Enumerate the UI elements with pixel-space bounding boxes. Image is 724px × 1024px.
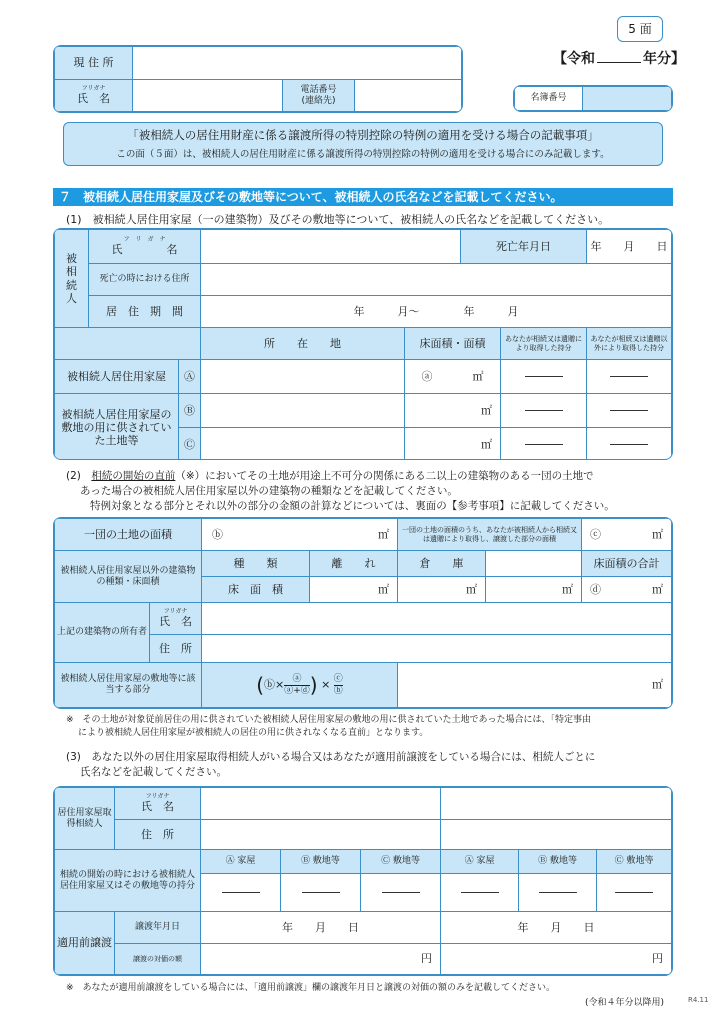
land-b-area-field[interactable]: ㎡ (405, 394, 501, 428)
souko-area-field[interactable]: ㎡ (398, 577, 486, 603)
section-7-title: ７ 被相続人居住用家屋及びその敷地等について、被相続人の氏名などを記載してください。 (53, 188, 673, 206)
share-other-header: あなたが相続又は遺贈以外により取得した持分 (587, 328, 672, 360)
land-c-share-1[interactable] (501, 428, 587, 461)
heir-name-label: フリガナ 氏 名 (115, 788, 201, 820)
acquired-area-field[interactable]: ⓒ ㎡ (582, 519, 672, 551)
house-location-field[interactable] (201, 360, 405, 394)
heir-1-share-C[interactable] (361, 874, 441, 912)
land-b-share-2[interactable] (587, 394, 672, 428)
heir-1-price-field[interactable]: 円 (201, 944, 441, 975)
circle-A: Ⓐ (179, 360, 201, 394)
kind-label: 種 類 (202, 551, 310, 577)
reiwa-year: 【令和 年分】 (553, 51, 685, 67)
note-3: ※ あなたが適用前譲渡をしている場合には、「適用前譲渡」欄の譲渡年月日と譲渡の対価の額のみを記載してください。 (66, 983, 556, 993)
heir-label: 居住用家屋取得相続人 (55, 788, 115, 850)
address-field[interactable] (133, 47, 462, 80)
heir-2-price-field[interactable]: 円 (441, 944, 672, 975)
formula: (ⓑ× ⓐ ⓐ+ⓓ) × ⓒ ⓑ (202, 663, 398, 708)
residence-period-label: 居 住 期 間 (89, 296, 201, 328)
address-at-death-label: 死亡の時における住所 (89, 264, 201, 296)
heir-1-date-field[interactable]: 年 月 日 (201, 912, 441, 944)
heir-1-B-header: Ⓑ 敷地等 (281, 850, 361, 874)
note-1: ※ その土地が対象従前居住の用に供されていた被相続人居住用家屋の敷地の用に供されていた土地であった場合には、「特定事由 により被相続人居住用家屋が被相続人の居住の用に供されなくなる直前」となります。 (66, 715, 591, 739)
decedent-side-label: 被 相 続 人 (55, 230, 89, 328)
heir-1-share-B[interactable] (281, 874, 361, 912)
transfer-price-label: 譲渡の対価の額 (115, 944, 201, 975)
footer-year: (令和４年分以降用) (585, 998, 665, 1008)
souko-label: 倉 庫 (398, 551, 486, 577)
owner-address-field[interactable] (202, 635, 672, 663)
owner-label: 上記の建築物の所有者 (55, 603, 150, 663)
meibo-label: 名簿番号 (515, 87, 583, 111)
taxpayer-info-box (53, 45, 463, 113)
heir-address-label: 住 所 (115, 820, 201, 850)
notice-box (63, 122, 663, 166)
heir-1-A-header: Ⓐ 家屋 (201, 850, 281, 874)
land-b-share-1[interactable] (501, 394, 587, 428)
heir-2-name-field[interactable] (441, 788, 672, 820)
phone-field[interactable] (355, 80, 462, 112)
other-buildings-table (53, 517, 673, 709)
heir-1-share-A[interactable] (201, 874, 281, 912)
decedent-name-label: フ リ ガ ナ 氏 名 (89, 230, 201, 264)
meibo-field[interactable] (583, 87, 672, 111)
land-area-field[interactable]: ⓑ ㎡ (202, 519, 398, 551)
owner-name-label: フリガナ 氏 名 (150, 603, 202, 635)
house-share-1[interactable] (501, 360, 587, 394)
address-label: 現 住 所 (55, 47, 133, 80)
kind-extra-field[interactable] (486, 551, 582, 577)
applicable-part-field[interactable]: ㎡ (398, 663, 672, 708)
circle-C: Ⓒ (179, 428, 201, 461)
death-date-field[interactable]: 年 月 日 (587, 230, 672, 264)
part-1-heading: (1) 被相続人居住用家屋（一の建築物）及びその敷地等について、被相続人の氏名などを記載してください。 (66, 213, 610, 226)
name-field[interactable] (133, 80, 283, 112)
version-code: R4.11 (688, 996, 709, 1004)
transfer-date-label: 譲渡年月日 (115, 912, 201, 944)
hanare-area-field[interactable]: ㎡ (310, 577, 398, 603)
land-area-label: 一団の土地の面積 (55, 519, 202, 551)
residence-period-field[interactable]: 年 月〜 年 月 (201, 296, 672, 328)
house-area-field[interactable]: ⓐ ㎡ (405, 360, 501, 394)
heirs-table (53, 786, 673, 976)
circle-B: Ⓑ (179, 394, 201, 428)
owner-address-label: 住 所 (150, 635, 202, 663)
decedent-table (53, 228, 673, 460)
decedent-name-field[interactable] (201, 230, 461, 264)
name-label: フリガナ 氏 名 (55, 80, 133, 112)
area-header: 床面積・面積 (405, 328, 501, 360)
land-b-location-field[interactable] (201, 394, 405, 428)
total-area-field[interactable]: ⓓ ㎡ (582, 577, 672, 603)
pre-transfer-label: 適用前譲渡 (55, 912, 115, 975)
heir-1-address-field[interactable] (201, 820, 441, 850)
heir-2-date-field[interactable]: 年 月 日 (441, 912, 672, 944)
applicable-part-label: 被相続人居住用家屋の敷地等に該当する部分 (55, 663, 202, 708)
heir-2-share-A[interactable] (441, 874, 519, 912)
heir-1-C-header: Ⓒ 敷地等 (361, 850, 441, 874)
hanare-label: 離 れ (310, 551, 398, 577)
land-c-area-field[interactable]: ㎡ (405, 428, 501, 461)
address-at-death-field[interactable] (201, 264, 672, 296)
land-c-share-2[interactable] (587, 428, 672, 461)
meibo-box (513, 85, 673, 112)
heir-2-share-C[interactable] (597, 874, 672, 912)
part-3-text: (3) あなた以外の居住用家屋取得相続人がいる場合又はあなたが適用前譲渡をしている場合には、相続人ごとに 氏名などを記載してください。 (66, 751, 596, 779)
location-header: 所 在 地 (201, 328, 405, 360)
extra-area-field[interactable]: ㎡ (486, 577, 582, 603)
part-2-text: (2) 相続の開始の直前（※）においてその土地が用途上不可分の関係にある二以上の建築物のある一団の土地で あった場合の被相続人居住用家屋以外の建築物の種類などを記載してください。 特例対象となる部分とそれ以外の部分の金額の計算などについては、裏面の【参考事項】に記載してください。 (66, 470, 615, 513)
total-floor-label: 床面積の合計 (582, 551, 672, 577)
heir-1-name-field[interactable] (201, 788, 441, 820)
land-row-label: 被相続人居住用家屋の敷地の用に供されていた土地等 (55, 394, 179, 461)
notice-sub: この面（５面）は、被相続人の居住用財産に係る譲渡所得の特別控除の特例の適用を受ける場合にのみ記載します。 (116, 149, 610, 160)
phone-label: 電話番号 (連絡先) (283, 80, 355, 112)
share-inherit-header: あなたが相続又は遺贈により取得した持分 (501, 328, 587, 360)
house-share-2[interactable] (587, 360, 672, 394)
acquired-area-label: 一団の土地の面積のうち、あなたが被相続人から相続又は遺贈により取得し、譲渡した部分の面積 (398, 519, 582, 551)
heir-2-address-field[interactable] (441, 820, 672, 850)
heir-2-C-header: Ⓒ 敷地等 (597, 850, 672, 874)
land-c-location-field[interactable] (201, 428, 405, 461)
house-row-label: 被相続人居住用家屋 (55, 360, 179, 394)
owner-name-field[interactable] (202, 603, 672, 635)
share-label: 相続の開始の時における被相続人居住用家屋又はその敷地等の持分 (55, 850, 201, 912)
heir-2-share-B[interactable] (519, 874, 597, 912)
death-date-label: 死亡年月日 (461, 230, 587, 264)
notice-title: 「被相続人の居住用財産に係る譲渡所得の特別控除の特例の適用を受ける場合の記載事項」 (127, 128, 599, 142)
heir-2-B-header: Ⓑ 敷地等 (519, 850, 597, 874)
page-number: 5 面 (617, 16, 663, 42)
other-building-label: 被相続人居住用家屋以外の建築物の種類・床面積 (55, 551, 202, 603)
floor-area-label: 床 面 積 (202, 577, 310, 603)
heir-2-A-header: Ⓐ 家屋 (441, 850, 519, 874)
